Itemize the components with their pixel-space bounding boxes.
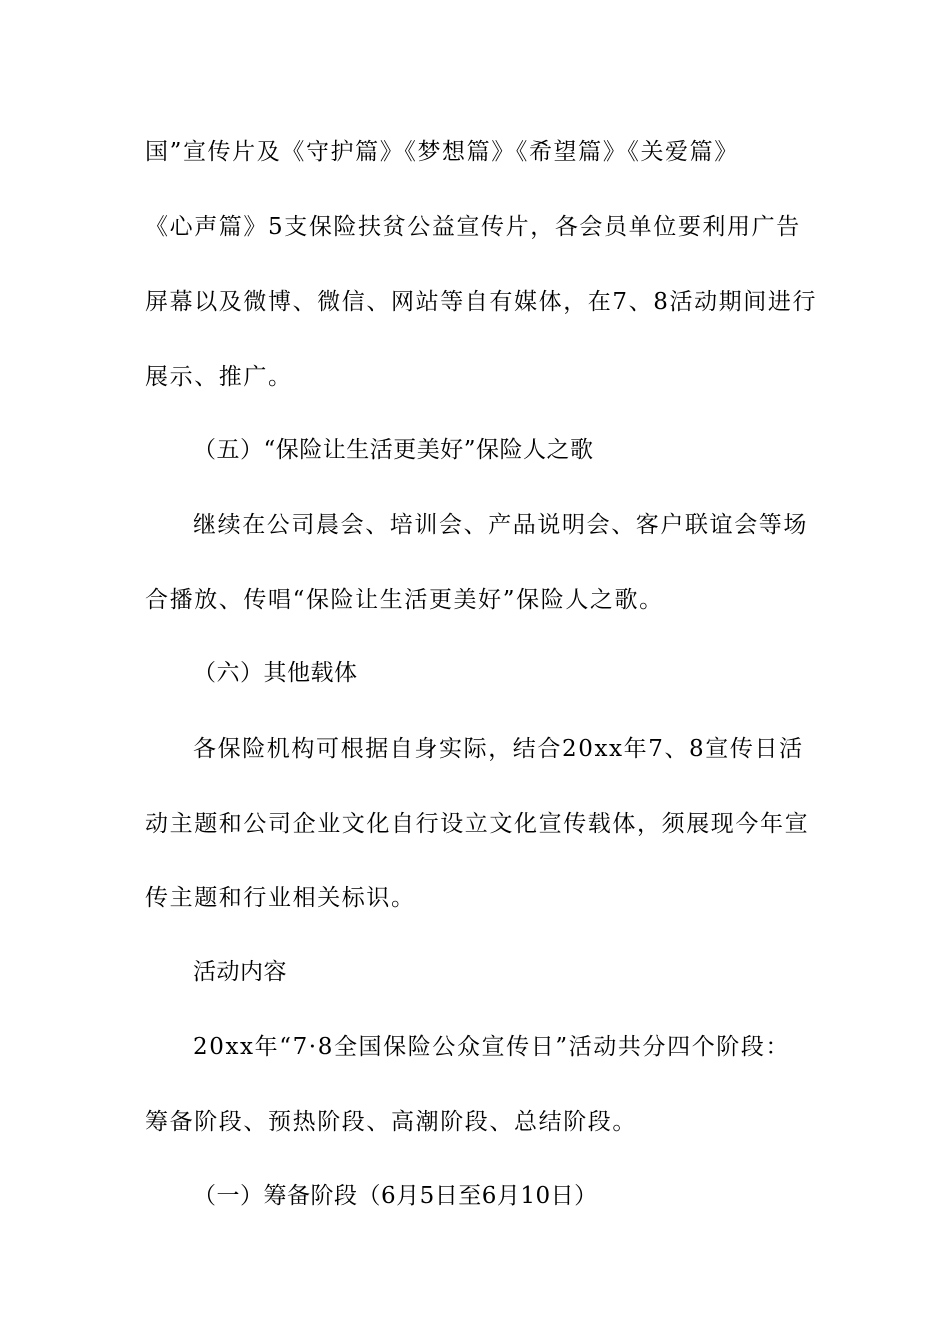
paragraph-line: 展示、推广。 bbox=[145, 364, 293, 390]
section-heading: （一）筹备阶段（6月5日至6月10日） bbox=[193, 1183, 598, 1209]
paragraph-line: 传主题和行业相关标识。 bbox=[145, 885, 416, 911]
paragraph-line: 合播放、传唱“保险让生活更美好”保险人之歌。 bbox=[145, 587, 664, 613]
paragraph-line: 继续在公司晨会、培训会、产品说明会、客户联谊会等场 bbox=[193, 512, 808, 538]
paragraph-line: 各保险机构可根据自身实际，结合20xx年7、8宣传日活 bbox=[193, 736, 804, 762]
paragraph-line: 动主题和公司企业文化自行设立文化宣传载体，须展现今年宣 bbox=[145, 811, 810, 837]
paragraph-line: 《心声篇》5支保险扶贫公益宣传片，各会员单位要利用广告 bbox=[145, 214, 801, 240]
paragraph-line: 20xx年“7·8全国保险公众宣传日”活动共分四个阶段： bbox=[193, 1034, 791, 1060]
section-heading: 活动内容 bbox=[193, 959, 287, 985]
section-heading: （六）其他载体 bbox=[193, 660, 358, 686]
paragraph-line: 筹备阶段、预热阶段、高潮阶段、总结阶段。 bbox=[145, 1109, 637, 1135]
paragraph-line: 屏幕以及微博、微信、网站等自有媒体，在7、8活动期间进行 bbox=[145, 289, 818, 315]
paragraph-line: 国”宣传片及《守护篇》《梦想篇》《希望篇》《关爱篇》 bbox=[145, 139, 739, 165]
section-heading: （五）“保险让生活更美好”保险人之歌 bbox=[193, 437, 594, 463]
